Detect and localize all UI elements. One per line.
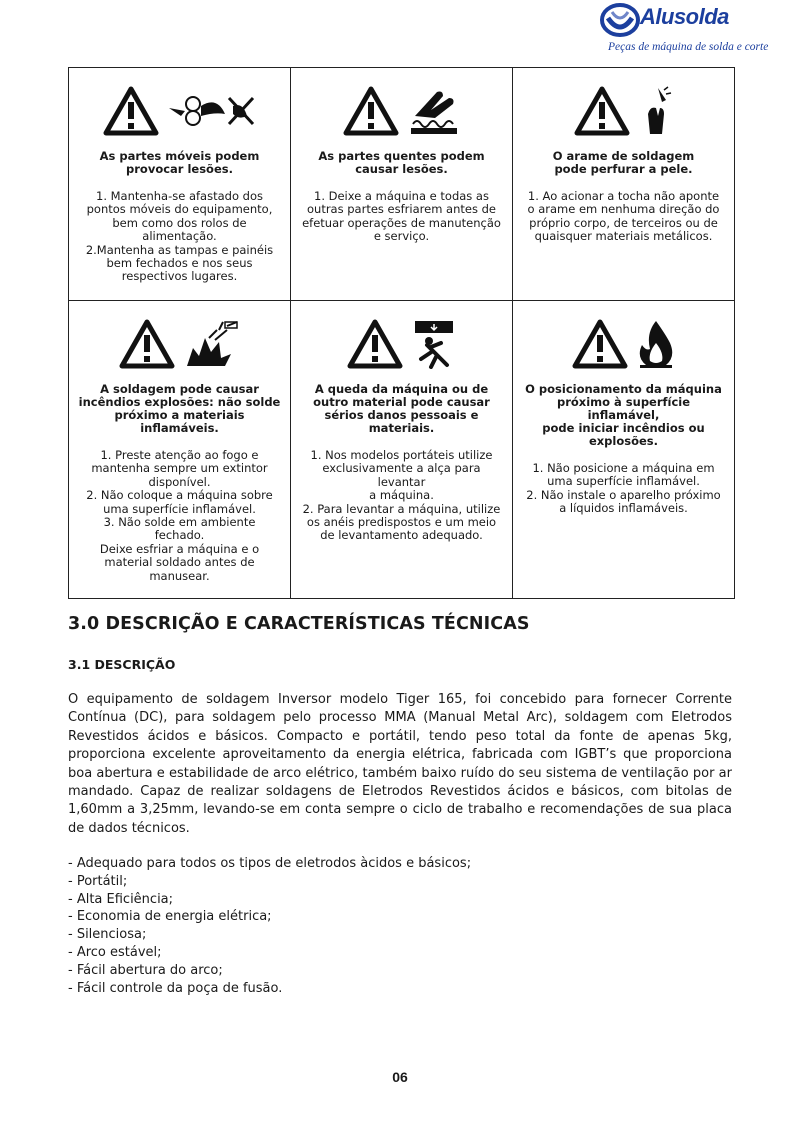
warning-cell-hot-parts xyxy=(291,68,513,301)
warning-body: 1. Deixe a máquina e todas as outras partes esfriarem antes de efetuar operações de manutenção e serviço. xyxy=(302,189,501,244)
warning-cell-explosion xyxy=(69,301,291,599)
warning-title: As partes quentes podem causar lesões. xyxy=(318,149,485,176)
safety-warnings-table xyxy=(68,67,735,599)
warning-cell-wire-piercing xyxy=(513,68,735,301)
warning-triangle-icon xyxy=(347,319,403,369)
warning-triangle-icon xyxy=(103,86,159,136)
warning-triangle-icon xyxy=(572,319,628,369)
list-item: - Economia de energia elétrica; xyxy=(68,909,272,925)
list-item: - Fácil controle da poça de fusão. xyxy=(68,980,283,996)
list-item: - Alta Eficiência; xyxy=(68,891,174,907)
flame-icon xyxy=(636,319,676,369)
warning-triangle-icon xyxy=(574,86,630,136)
brand-tagline: Peças de máquina de solda e corte xyxy=(608,41,769,53)
warning-body: 1. Não posicione a máquina em uma superfície inflamável. 2. Não instale o aparelho próximo a líquidos inflamáveis. xyxy=(526,461,721,516)
section-subheading: 3.1 DESCRIÇÃO xyxy=(68,657,176,672)
warning-title: A queda da máquina ou de outro material pode causar sérios danos pessoais e materiais. xyxy=(313,382,490,435)
list-item: - Arco estável; xyxy=(68,944,162,960)
warning-body: 1. Mantenha-se afastado dos pontos móveis do equipamento, bem como dos rolos de alimentação. 2.Mantenha as tampas e painéis bem fechados e nos seus respectivos lugares. xyxy=(85,189,274,284)
description-paragraph: O equipamento de soldagem Inversor modelo Tiger 165, foi concebido para fornecer Corrente Contínua (DC), para soldagem pelo processo MMA (Manual Metal Arc), soldagem com Eletrodos Revestidos ácidos e básicos. Compacto e portátil, tendo peso total da fonte de apenas 5kg, proporciona excelente aproveitamento da energia elétrica, fabricada com IGBT’s que proporciona boa abertura e estabilidade de arco elétrico, também baixo ruído do seu sistema de ventilação por ar mandado. Capaz de realizar soldagens de Eletrodos Revestidos ácidos e básicos, com bitolas de 1,60mm a 3,25mm, levando-se em conta sempre o ciclo de trabalho e recomendações de sua placa de dados técnicos. xyxy=(68,692,732,836)
list-item: - Fácil abertura do arco; xyxy=(68,962,223,978)
hot-surface-hand-icon xyxy=(407,86,461,136)
explosion-icon xyxy=(183,318,241,370)
warning-title: O posicionamento da máquina próximo à superfície inflamável, pode iniciar incêndios ou explosões. xyxy=(525,382,722,448)
warning-triangle-icon xyxy=(343,86,399,136)
warning-triangle-icon xyxy=(119,319,175,369)
list-item: - Portátil; xyxy=(68,873,128,889)
warning-title: As partes móveis podem provocar lesões. xyxy=(99,149,260,176)
warning-cell-falling xyxy=(291,301,513,599)
warning-body: 1. Nos modelos portáteis utilize exclusivamente a alça para levantar a máquina. 2. Para levantar a máquina, utilize os anéis predispostos e um meio de levantamento adequado. xyxy=(302,448,501,543)
warning-body: 1. Preste atenção ao fogo e mantenha sempre um extintor disponível. 2. Não coloque a máquina sobre uma superfície inflamável. 3. Não solde em ambiente fechado. Deixe esfriar a máquina e o material soldado antes de manusear. xyxy=(86,448,273,583)
warning-cell-fire xyxy=(513,301,735,599)
features-list xyxy=(68,855,471,997)
warning-body: 1. Ao acionar a tocha não aponte o arame em nenhuma direção do próprio corpo, de terceiros ou de quaisquer materiais metálicos. xyxy=(527,189,720,244)
wire-piercing-hand-icon xyxy=(638,86,674,136)
falling-object-icon xyxy=(411,319,457,369)
moving-parts-hand-icon xyxy=(167,86,257,136)
list-item: - Silenciosa; xyxy=(68,927,147,943)
list-item: - Adequado para todos os tipos de eletrodos àcidos e básicos; xyxy=(68,856,472,871)
warning-cell-moving-parts xyxy=(69,68,291,301)
section-heading: 3.0 DESCRIÇÃO E CARACTERÍSTICAS TÉCNICAS xyxy=(68,614,530,634)
brand-name: Alusolda xyxy=(640,4,729,29)
warning-title: O arame de soldagem pode perfurar a pele. xyxy=(552,149,695,176)
warning-title: A soldagem pode causar incêndios explosões: não solde próximo a materiais inflamáveis. xyxy=(78,382,281,435)
page-number: 06 xyxy=(392,1069,408,1085)
